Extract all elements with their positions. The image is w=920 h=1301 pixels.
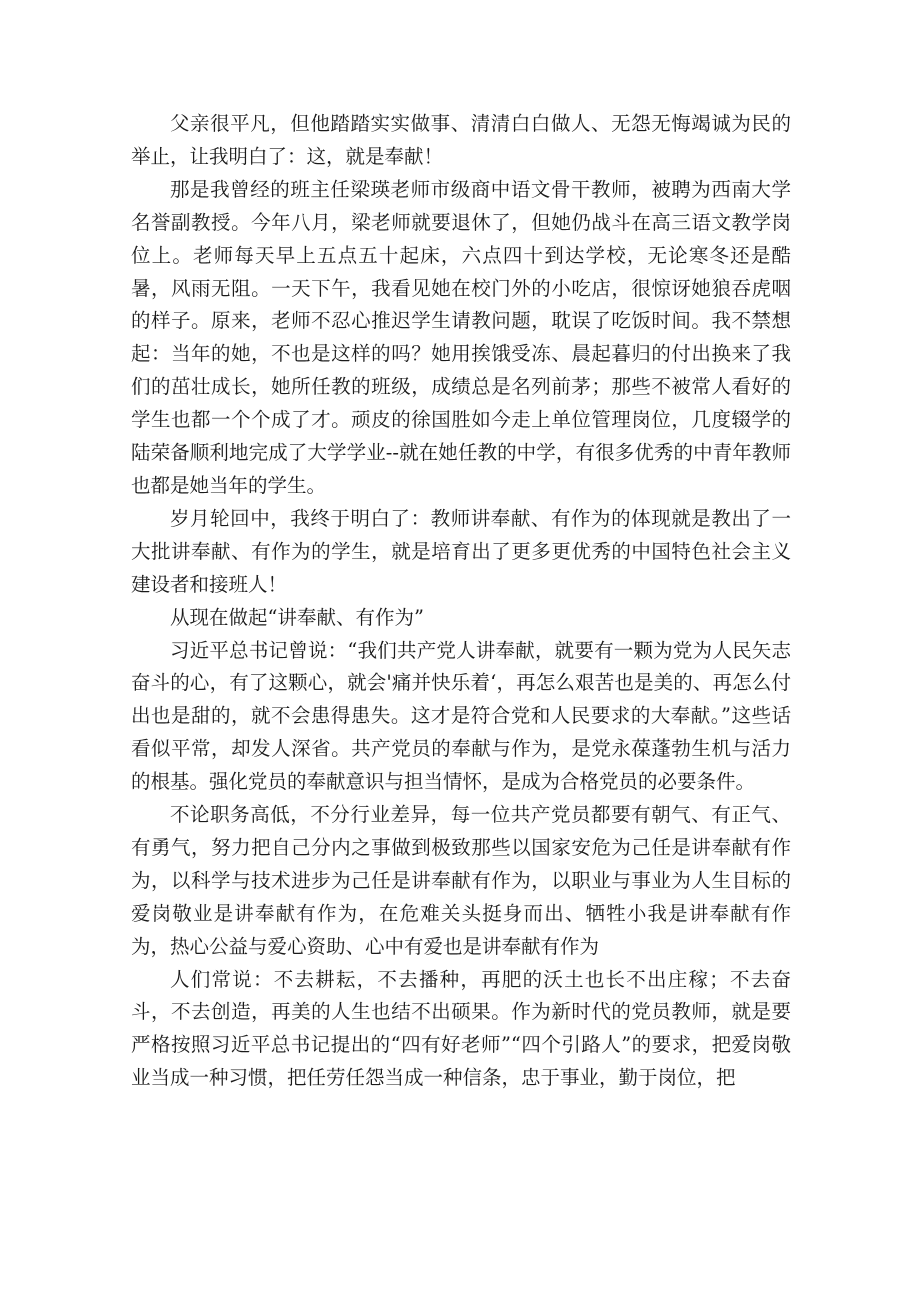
paragraph-father-dedication: 父亲很平凡，但他踏踏实实做事、清清白白做人、无怨无悔竭诚为民的举止，让我明白了：这，就是奉献！ (131, 112, 791, 168)
paragraph-duty: 不论职务高低，不分行业差异，每一位共产党员都要有朝气、有正气、有勇气，努力把自己分内之事做到极致那些以国家安危为己任是讲奉献有作为，以科学与技术进步为己任是讲奉献有作为，以职业与事业为人生目标的爱岗敬业是讲奉献有作为，在危难关头挺身而出、牺牲小我是讲奉献有作为，热心公益与爱心资助、心中有爱也是讲奉献有作为 (131, 803, 791, 958)
paragraph-new-era: 人们常说：不去耕耘，不去播种，再肥的沃土也长不出庄稼；不去奋斗，不去创造，再美的人生也结不出硕果。作为新时代的党员教师，就是要严格按照习近平总书记提出的“四有好老师”“四个引路人”的要求，把爱岗敬业当成一种习惯，把任劳任怨当成一种信条，忠于事业，勤于岗位，把 (131, 967, 791, 1090)
paragraph-teacher-liang: 那是我曾经的班主任梁瑛老师市级商中语文骨干教师，被聘为西南大学名誉副教授。今年八月，梁老师就要退休了，但她仍战斗在高三语文教学岗位上。老师每天早上五点五十起床，六点四十到达学校，无论寒冬还是酷暑，风雨无阻。一天下午，我看见她在校门外的小吃店，很惊讶她狼吞虎咽的样子。原来，老师不忍心推迟学生请教问题，耽误了吃饭时间。我不禁想起：当年的她，不也是这样的吗？她用挨饿受冻、晨起暮归的付出换来了我们的茁壮成长，她所任教的班级，成绩总是名列前茅；那些不被常人看好的学生也都一个个成了才。顽皮的徐国胜如今走上单位管理岗位，几度辍学的陆荣备顺利地完成了大学学业--就在她任教的中学，有很多优秀的中青年教师也都是她当年的学生。 (131, 177, 791, 497)
paragraph-realization: 岁月轮回中，我终于明白了：教师讲奉献、有作为的体现就是教出了一大批讲奉献、有作为的学生，就是培育出了更多更优秀的中国特色社会主义建设者和接班人！ (131, 506, 791, 596)
article-body (131, 108, 791, 1095)
paragraph-quote: 习近平总书记曾说：“我们共产党人讲奉献，就要有一颗为党为人民矢志奋斗的心，有了这颗心，就会'痛并快乐着‘，再怎么艰苦也是美的、再怎么付出也是甜的，就不会患得患失。这才是符合党和人民要求的大奉献。”这些话看似平常，却发人深省。共产党员的奉献与作为，是党永葆蓬勃生机与活力的根基。强化党员的奉献意识与担当情怀，是成为合格党员的必要条件。 (131, 638, 791, 794)
section-heading: 从现在做起“讲奉献、有作为” (170, 605, 424, 629)
